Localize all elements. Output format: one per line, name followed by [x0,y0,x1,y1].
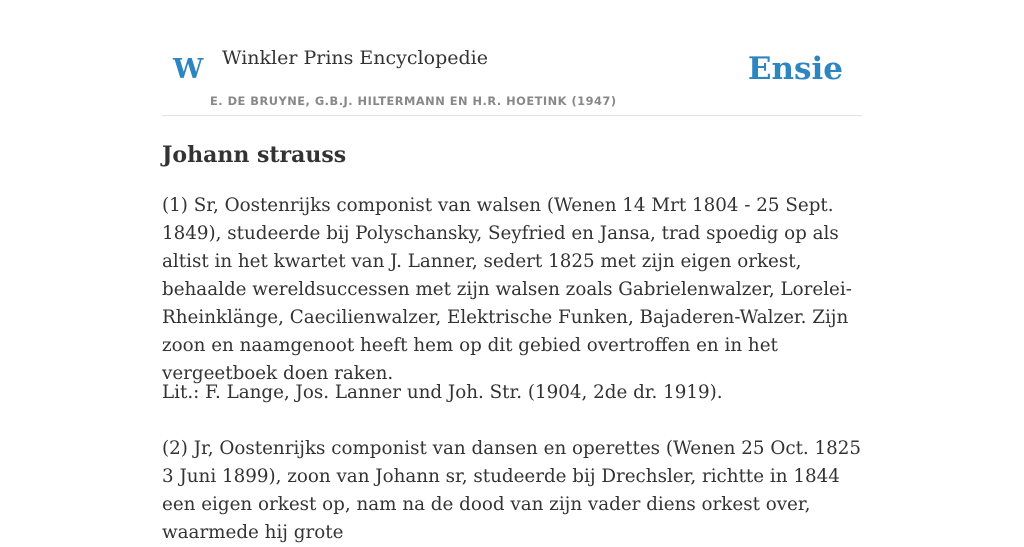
work-logo[interactable]: W [173,54,204,85]
work-title-link[interactable]: Winkler Prins Encyclopedie [222,47,488,69]
header [162,0,862,116]
article-literature: Lit.: F. Lange, Jos. Lanner und Joh. Str. (1904, 2de dr. 1919). [162,382,723,403]
work-authors: E. DE BRUYNE, G.B.J. HILTERMANN EN H.R. HOETINK (1947) [210,94,617,108]
article-paragraph-1: (1) Sr, Oostenrijks componist van walsen (Wenen 14 Mrt 1804 - 25 Sept. 1849), studeerde bij Polyschansky, Seyfried en Jansa, trad spoedig op als altist in het kwartet van J. Lanner, sedert 1825 met zijn eigen orkest, behaalde wereldsuccessen met zijn walsen zoals Gabrielenwalzer, Lorelei-Rheinklänge, Caecilienwalzer, Elektrische Funken, Bajaderen-Walzer. Zijn zoon en naamgenoot heeft hem op dit gebied overtroffen en in het vergeetboek doen raken. [162,195,852,384]
article-page [162,0,862,543]
article-title: Johann strauss [162,142,347,168]
site-brand-logo[interactable]: Ensie [747,51,843,87]
article-paragraph-2: (2) Jr, Oostenrijks componist van dansen en operettes (Wenen 25 Oct. 1825 3 Juni 1899), zoon van Johann sr, studeerde bij Drechsler, richtte in 1844 een eigen orkest op, nam na de dood van zijn vader diens orkest over, waarmede hij grote [162,438,862,543]
